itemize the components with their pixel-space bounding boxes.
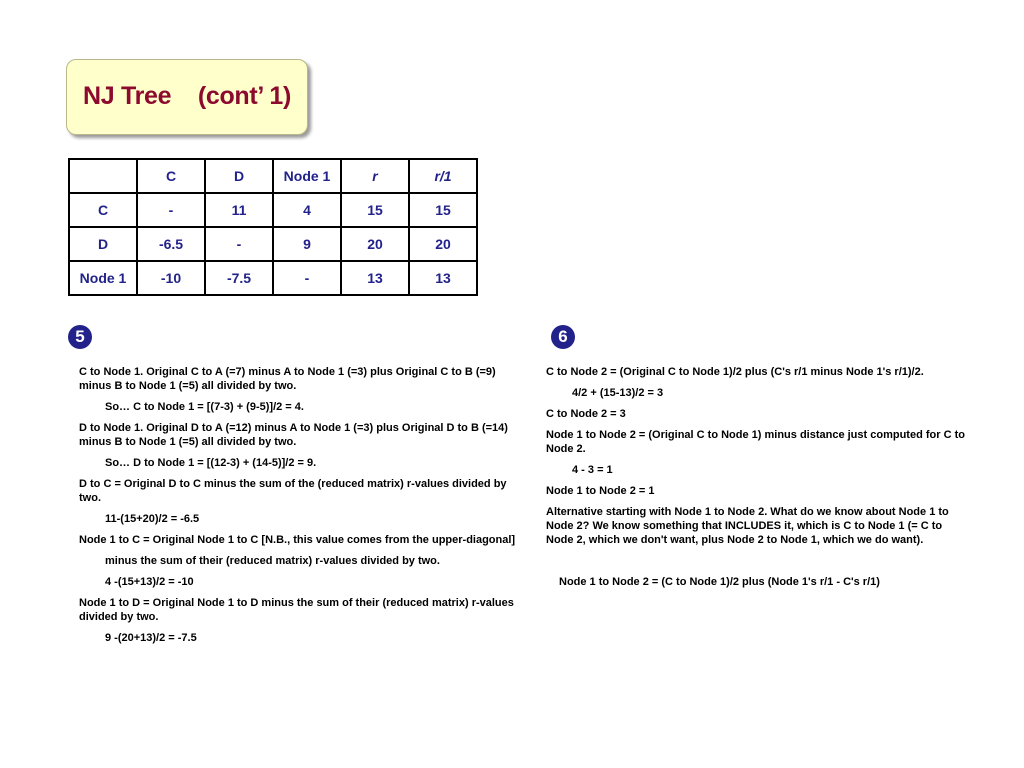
row-label: C [69, 193, 137, 227]
table-cell: - [137, 193, 205, 227]
step-badge-5: 5 [68, 325, 92, 349]
row-label: Node 1 [69, 261, 137, 295]
header-cell-r1: r/1 [409, 159, 477, 193]
row-label: D [69, 227, 137, 261]
table-cell: 20 [341, 227, 409, 261]
header-cell-c: C [137, 159, 205, 193]
paragraph: C to Node 2 = 3 [546, 408, 626, 420]
formula-line: 4 -(15+13)/2 = -10 [105, 576, 194, 588]
table-cell: 13 [409, 261, 477, 295]
formula-line: 9 -(20+13)/2 = -7.5 [105, 632, 197, 644]
table-cell: 4 [273, 193, 341, 227]
table-cell: 13 [341, 261, 409, 295]
table-cell: 15 [409, 193, 477, 227]
paragraph: D to C = Original D to C minus the sum of the (reduced matrix) r-values divided by two. [79, 478, 507, 504]
header-cell-d: D [205, 159, 273, 193]
table-cell: - [205, 227, 273, 261]
table-cell: 20 [409, 227, 477, 261]
table-cell: 15 [341, 193, 409, 227]
table-row [69, 227, 477, 261]
distance-matrix-table [68, 158, 478, 296]
table-cell: -7.5 [205, 261, 273, 295]
table-row [69, 261, 477, 295]
paragraph: C to Node 1. Original C to A (=7) minus A to Node 1 (=3) plus Original C to B (=9) minus B to Node 1 (=5) all divided by two. [79, 366, 496, 392]
paragraph: Node 1 to C = Original Node 1 to C [N.B., this value comes from the upper-diagonal] [79, 534, 516, 546]
table-cell: 9 [273, 227, 341, 261]
paragraph: Node 1 to Node 2 = (Original C to Node 1) minus distance just computed for C to Node 2. [546, 429, 965, 455]
left-explanation-column [79, 365, 529, 652]
title-box [66, 59, 308, 135]
paragraph-continuation: minus the sum of their (reduced matrix) r-values divided by two. [105, 555, 440, 567]
header-cell-node1: Node 1 [273, 159, 341, 193]
formula-line: 4/2 + (15-13)/2 = 3 [572, 387, 664, 399]
slide-title [83, 82, 291, 111]
title-sub: (cont’ 1) [197, 82, 291, 110]
step-badge-6: 6 [551, 325, 575, 349]
paragraph: C to Node 2 = (Original C to Node 1)/2 plus (C's r/1 minus Node 1's r/1)/2. [546, 366, 924, 378]
title-main: NJ Tree [83, 82, 172, 110]
table-cell: -10 [137, 261, 205, 295]
table-cell: - [273, 261, 341, 295]
formula-line: 11-(15+20)/2 = -6.5 [105, 513, 200, 525]
formula-line: 4 - 3 = 1 [572, 464, 613, 476]
formula-line: Node 1 to Node 2 = (C to Node 1)/2 plus (Node 1's r/1 - C's r/1) [559, 576, 880, 588]
formula-line: So… C to Node 1 = [(7-3) + (9-5)]/2 = 4. [105, 401, 304, 413]
table-header-row [69, 159, 477, 193]
paragraph: Alternative starting with Node 1 to Node 2. What do we know about Node 1 to Node 2? We know something that INCLUDES it, which is C to Node 1 (= C to Node 2, which we don't want, plus Node 2 to Node 1, which we do want). [546, 506, 949, 546]
paragraph: Node 1 to Node 2 = 1 [546, 485, 655, 497]
header-cell-r: r [341, 159, 409, 193]
paragraph: Node 1 to D = Original Node 1 to D minus the sum of their (reduced matrix) r-values divided by two. [79, 597, 514, 623]
table-cell: 11 [205, 193, 273, 227]
right-explanation-column [546, 365, 971, 596]
formula-line: So… D to Node 1 = [(12-3) + (14-5)]/2 = 9. [105, 457, 317, 469]
header-cell-corner [69, 159, 137, 193]
paragraph: D to Node 1. Original D to A (=12) minus A to Node 1 (=3) plus Original D to B (=14) minus B to Node 1 (=5) all divided by two. [79, 422, 508, 448]
table-row [69, 193, 477, 227]
table-cell: -6.5 [137, 227, 205, 261]
